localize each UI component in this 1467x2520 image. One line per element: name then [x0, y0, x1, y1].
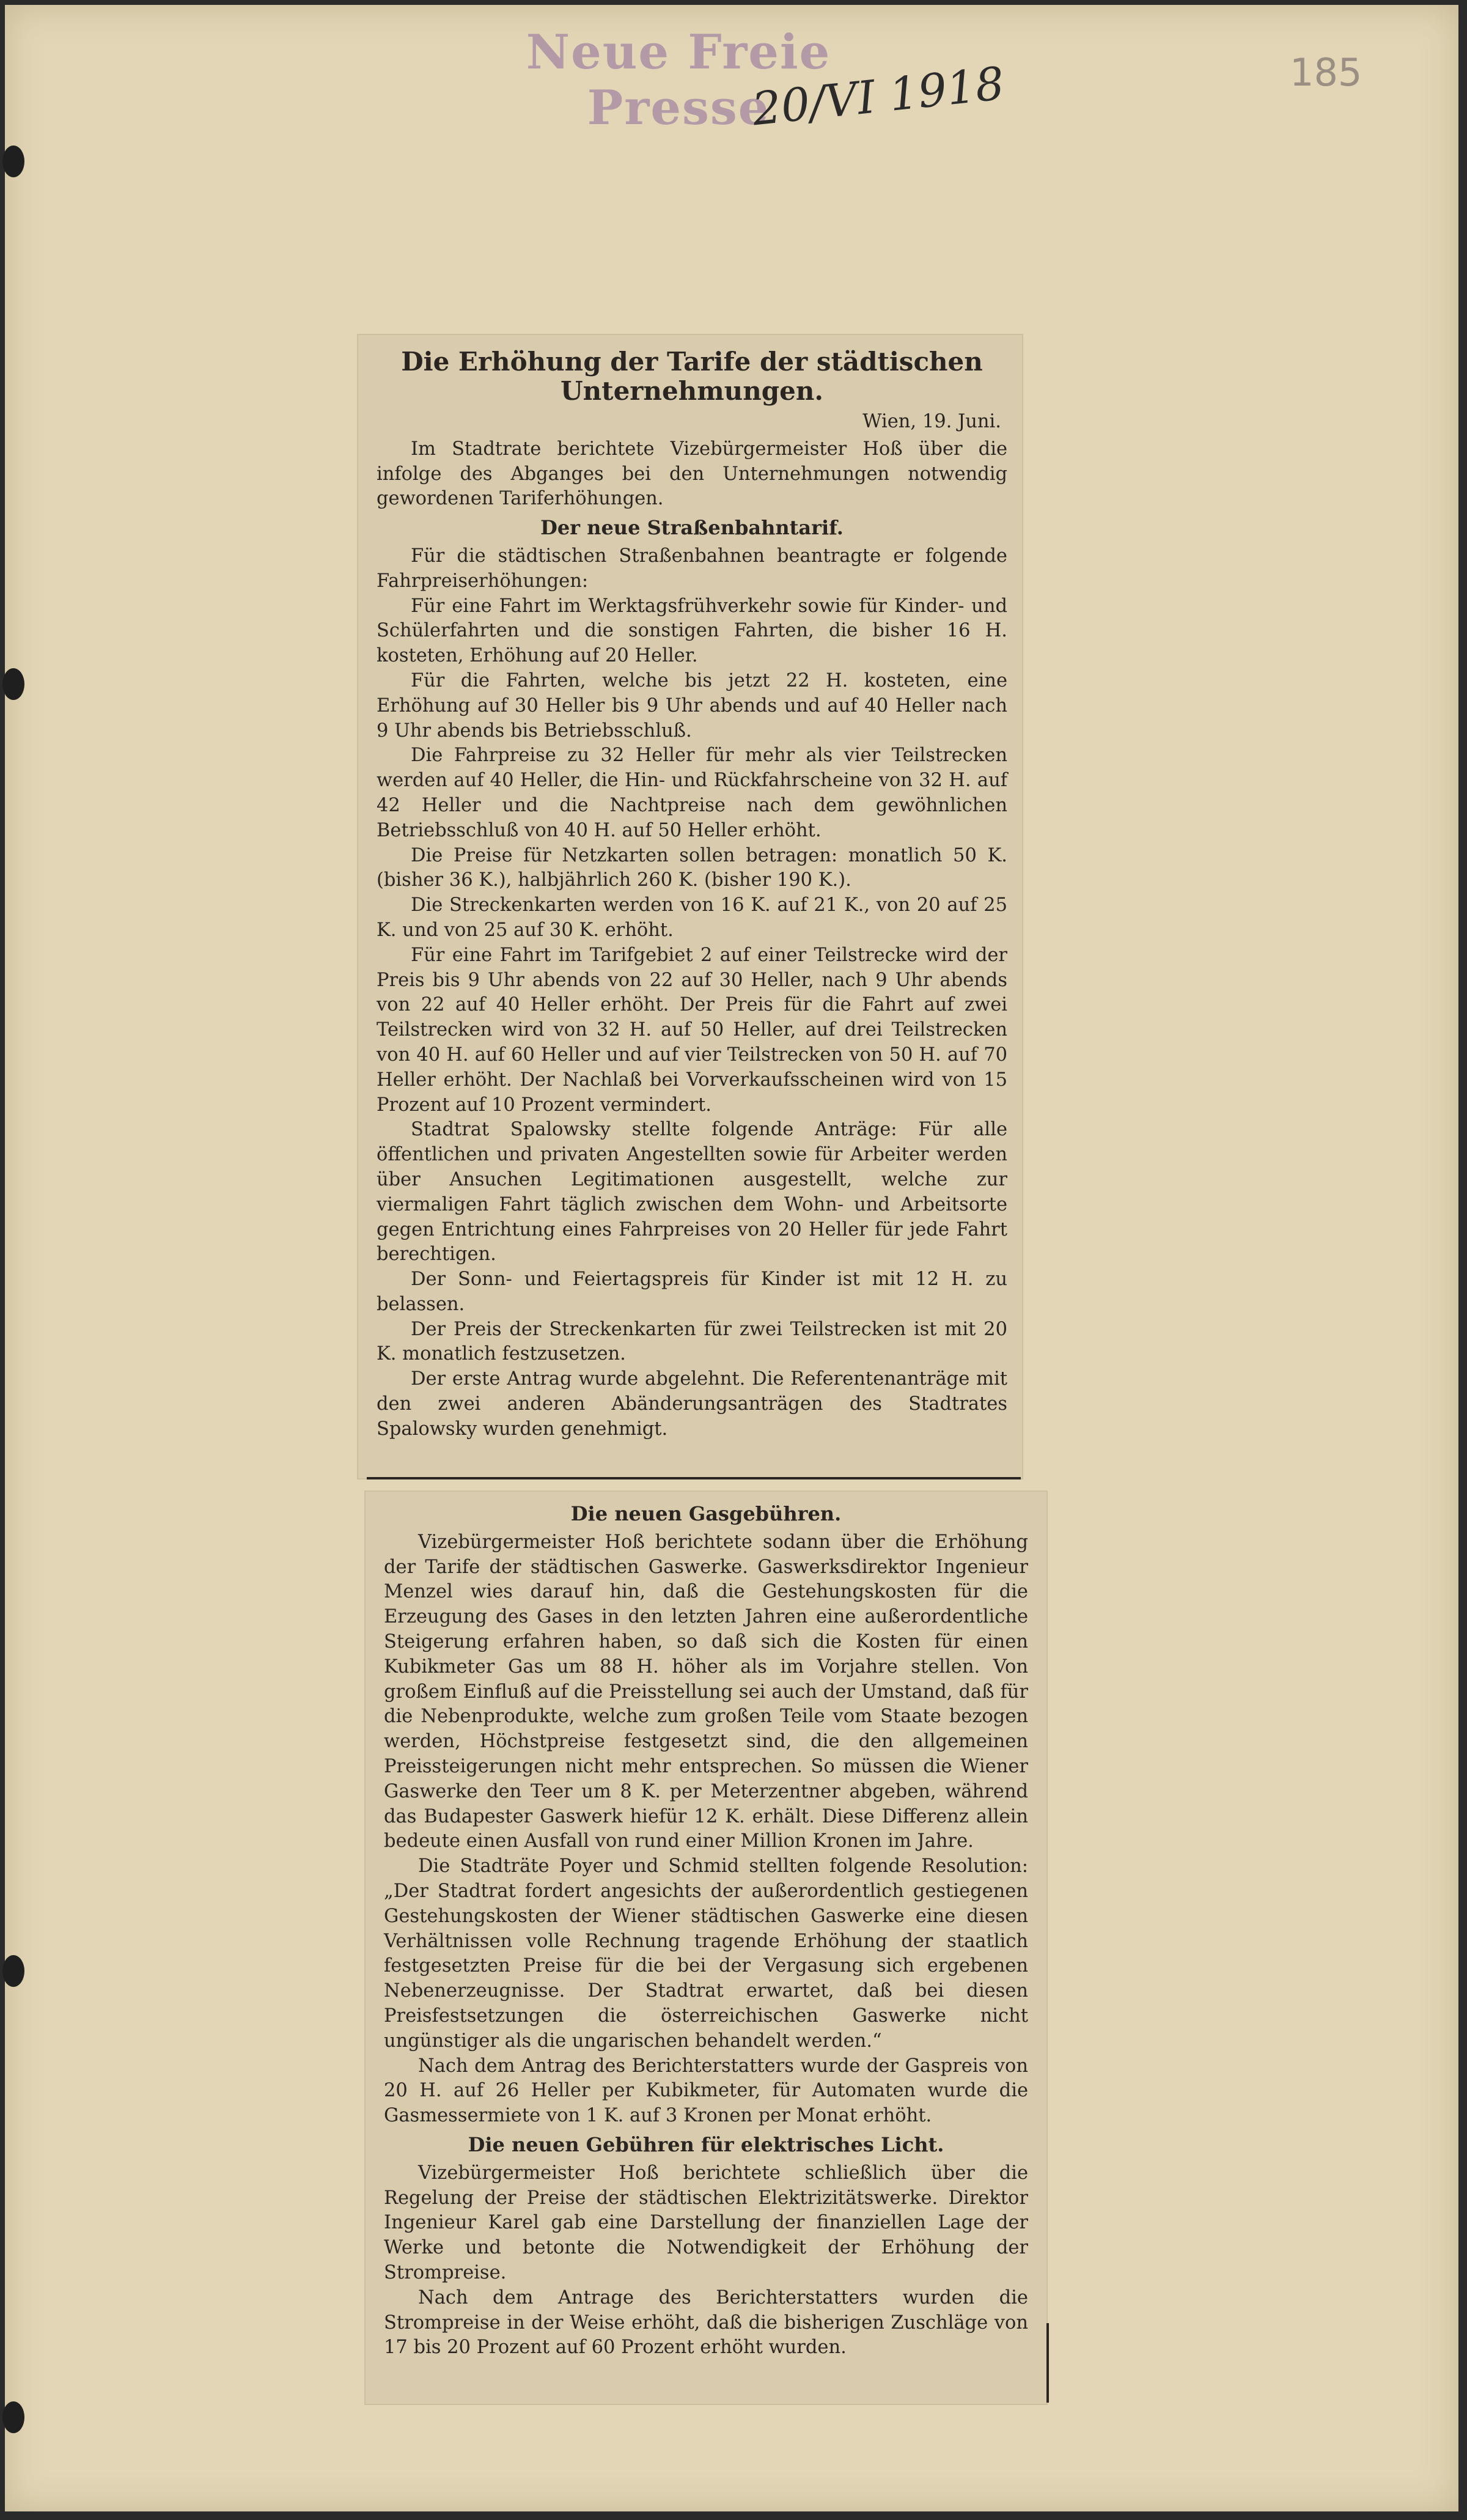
newspaper-stamp: Neue Freie Presse	[526, 24, 831, 136]
punch-hole	[2, 146, 24, 177]
section-heading-tram: Der neue Straßenbahntarif.	[540, 516, 844, 540]
paragraph: Die Fahrpreise zu 32 Heller für mehr als vier Teilstrecken werden auf 40 Heller, die Hin- und Rückfahrscheine von 32 H. auf 42 Heller und die Nachtpreise nach dem gewöhnlichen Betriebsschluß von 40 H. auf 50 Heller erhöht.	[377, 745, 1007, 841]
paragraph: Nach dem Antrag des Berichterstatters wurde der Gaspreis von 20 H. auf 26 Heller per Kubikmeter, für Automaten wurde die Gasmessermiete von 1 K. auf 3 Kronen per Monat erhöht.	[384, 2055, 1028, 2127]
paragraph: Die Preise für Netzkarten sollen betragen: monatlich 50 K. (bisher 36 K.), halbjährlich 260 K. (bisher 190 K.).	[377, 844, 1007, 891]
paragraph: Die Streckenkarten werden von 16 K. auf 21 K., von 20 auf 25 K. und von 25 auf 30 K. erhöht.	[377, 894, 1007, 941]
clipping-separator-rule	[367, 1477, 1021, 1479]
article-intro: Im Stadtrate berichtete Vizebürgermeister Hoß über die infolge des Abganges bei den Unternehmungen notwendig gewordenen Tariferhöhungen.	[377, 438, 1007, 510]
clipping-edge-rule	[1046, 2323, 1049, 2403]
paragraph: Der Sonn- und Feiertagspreis für Kinder ist mit 12 H. zu belassen.	[377, 1269, 1007, 1315]
paragraph: Für die Fahrten, welche bis jetzt 22 H. kosteten, eine Erhöhung auf 30 Heller bis 9 Uhr abends und auf 40 Heller nach 9 Uhr abends bis Betriebsschluß.	[377, 669, 1007, 742]
paragraph: Für eine Fahrt im Werktagsfrühverkehr sowie für Kinder- und Schülerfahrten und die sonstigen Fahrten, die bisher 16 H. kosteten, Erhöhung auf 20 Heller.	[377, 595, 1007, 667]
clipping-part-two	[366, 1492, 1046, 2404]
paragraph: Der Preis der Streckenkarten für zwei Teilstrecken ist mit 20 K. monatlich festzusetzen.	[377, 1318, 1007, 1365]
punch-hole	[2, 2401, 24, 2433]
paragraph: Der erste Antrag wurde abgelehnt. Die Referentenanträge mit den zwei anderen Abänderungsanträgen des Stadtrates Spalowsky wurden genehmigt.	[377, 1368, 1007, 1440]
paragraph: Nach dem Antrage des Berichterstatters wurden die Strompreise in der Weise erhöht, daß die bisherigen Zuschläge von 17 bis 20 Prozent auf 60 Prozent erhöht wurden.	[384, 2286, 1028, 2359]
handwritten-date: 20/VI 1918	[749, 57, 1007, 136]
section-heading-electricity: Die neuen Gebühren für elektrisches Licht.	[468, 2132, 944, 2156]
paragraph: Vizebürgermeister Hoß berichtete schließlich über die Regelung der Preise der städtischen Elektrizitätswerke. Direktor Ingenieur Karel gab eine Darstellung der finanziellen Lage der Werke und betonte die Notwendigkeit der Erhöhung der Strompreise.	[384, 2162, 1028, 2283]
paragraph: Vizebürgermeister Hoß berichtete sodann über die Erhöhung der Tarife der städtischen Gaswerke. Gaswerksdirektor Ingenieur Menzel wies darauf hin, daß die Gestehungskosten für die Erzeugung des Gases in den letzten Jahren eine außerordentliche Steigerung erfahren haben, so daß sich die Kosten für einen Kubikmeter Gas um 88 H. höher als im Vorjahre stellen. Von großem Einfluß auf die Preisstellung sei auch der Umstand, daß für die Nebenprodukte, welche zum großen Teile vom Staate bezogen werden, Höchstpreise festgesetzt sind, die den allgemeinen Preissteigerungen nicht mehr entsprechen. So müssen die Wiener Gaswerke den Teer um 8 K. per Meterzentner abgeben, während das Budapester Gaswerk hiefür 12 K. erhält. Diese Differenz allein bedeute einen Ausfall von rund einer Million Kronen im Jahre.	[384, 1531, 1028, 1852]
section-heading-gas: Die neuen Gasgebühren.	[570, 1502, 842, 1525]
paragraph: Die Stadträte Poyer und Schmid stellten folgende Resolution: „Der Stadtrat fordert angesichts der außerordentlich gestiegenen Gestehungskosten der Wiener städtischen Gaswerke eine diesen Verhältnissen volle Rechnung tragende Erhöhung der staatlich festgesetzten Preise für die bei der Vergasung sich ergebenen Nebenerzeugnisse. Der Stadtrat erwartet, daß bei diesen Preisfestsetzungen die österreichischen Gaswerke nicht ungünstiger als die ungarischen behandelt werden.“	[384, 1855, 1028, 2052]
paragraph: Für eine Fahrt im Tarifgebiet 2 auf einer Teilstrecke wird der Preis bis 9 Uhr abends von 22 auf 30 Heller, nach 9 Uhr abends von 22 auf 40 Heller erhöht. Der Preis für die Fahrt auf zwei Teilstrecken wird von 32 H. auf 50 Heller, auf drei Teilstrecken von 40 H. auf 60 Heller und auf vier Teilstrecken von 50 H. auf 70 Heller erhöht. Der Nachlaß bei Vorverkaufsscheinen wird von 15 Prozent auf 10 Prozent vermindert.	[377, 944, 1007, 1116]
page-number: 185	[1290, 50, 1362, 95]
punch-hole	[2, 1955, 24, 1987]
article-dateline: Wien, 19. Juni.	[862, 411, 1001, 432]
punch-hole	[2, 668, 24, 700]
paragraph: Für die städtischen Straßenbahnen beantragte er folgende Fahrpreiserhöhungen:	[377, 545, 1007, 592]
article-headline: Die Erhöhung der Tarife der städtischen Unternehmungen.	[401, 347, 983, 406]
paragraph: Stadtrat Spalowsky stellte folgende Anträge: Für alle öffentlichen und privaten Angestellten sowie für Arbeiter werden über Ansuchen Legitimationen ausgestellt, welche zur viermaligen Fahrt täglich zwischen dem Wohn- und Arbeitsorte gegen Entrichtung eines Fahrpreises von 20 Heller für jede Fahrt berechtigen.	[377, 1119, 1007, 1266]
clipping-part-one	[358, 335, 1022, 1478]
